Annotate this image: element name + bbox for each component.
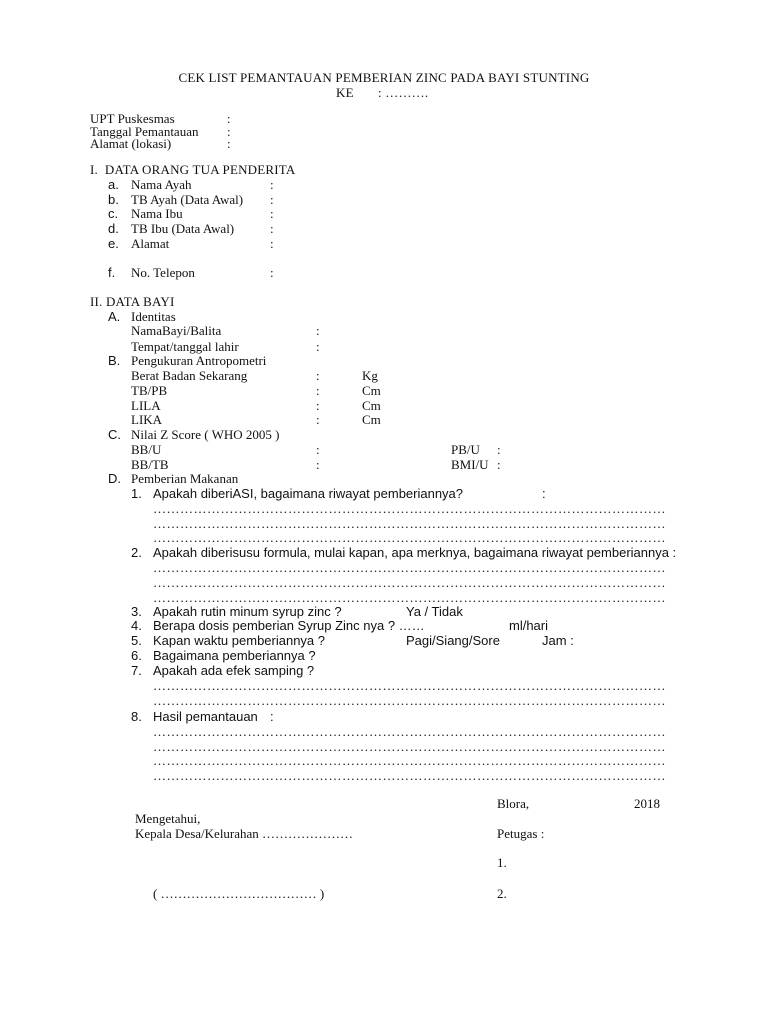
question-text: Hasil pemantauan [153,709,258,724]
field-colon: : [316,383,320,398]
kepala-desa-label: Kepala Desa/Kelurahan ………………… [135,826,354,841]
question-text: Apakah ada efek samping ? [153,663,315,678]
row-label: PB/U [451,442,480,457]
sub-letter: A. [108,309,121,324]
field-label-puskesmas: UPT Puskesmas [90,111,175,126]
unit-label: Cm [362,383,381,398]
list-letter: e. [108,236,119,251]
list-item-label: Nama Ayah [131,177,192,192]
list-letter: d. [108,221,119,236]
field-colon: : [497,457,501,472]
row-label: NamaBayi/Balita [131,323,222,338]
answer-option: Ya / Tidak [406,604,463,619]
answer-line: …………………………………………………………………………………………………… [153,739,666,754]
sub-letter: D. [108,471,121,486]
petugas-label: Petugas : [497,826,545,841]
unit-label: Cm [362,398,381,413]
question-text: Apakah diberisusu formula, mulai kapan, apa merknya, bagaimana riwayat pemberiannya : [153,545,677,560]
field-colon: : [227,124,231,139]
field-colon: : [316,323,320,338]
sub-title-makanan: Pemberian Makanan [131,471,239,486]
answer-line: …………………………………………………………………………………………………… [153,575,666,590]
list-letter: c. [108,206,119,221]
row-label: LILA [131,398,161,413]
answer-line: …………………………………………………………………………………………………… [153,560,666,575]
sub-title-zscore: Nilai Z Score ( WHO 2005 ) [131,427,280,442]
place-label: Blora, [497,796,530,811]
page-title: CEK LIST PEMANTAUAN PEMBERIAN ZINC PADA BAYI STUNTING [178,70,590,85]
answer-line: …………………………………………………………………………………………………… [153,693,666,708]
question-text: Kapan waktu pemberiannya ? [153,633,326,648]
visit-number-label: KE [336,85,354,100]
question-text: Berapa dosis pemberian Syrup Zinc nya ? …… [153,618,425,633]
answer-line: …………………………………………………………………………………………………… [153,530,666,545]
list-item-label: TB Ayah (Data Awal) [131,192,244,207]
question-text: Bagaimana pemberiannya ? [153,648,316,663]
question-text: Apakah diberiASI, bagaimana riwayat pemberiannya? [153,486,464,501]
list-item-label: No. Telepon [131,265,195,280]
row-label: TB/PB [131,383,168,398]
field-colon: : [542,486,546,501]
question-number: 6. [131,648,142,663]
row-label: LIKA [131,412,163,427]
sub-letter: B. [108,353,121,368]
unit-label: ml/hari [509,618,549,633]
petugas-2: 2. [497,886,507,901]
field-colon: : [316,398,320,413]
unit-label: Kg [362,368,378,383]
row-label: BMI/U [451,457,489,472]
answer-line: …………………………………………………………………………………………………… [153,753,666,768]
field-colon: : [270,265,274,280]
list-letter: a. [108,177,119,192]
question-number: 8. [131,709,142,724]
list-letter: b. [108,192,119,207]
answer-line: …………………………………………………………………………………………………… [153,768,666,783]
signature-line: ( ……………………………… ) [153,886,325,901]
question-number: 3. [131,604,142,619]
question-number: 1. [131,486,142,501]
answer-line: …………………………………………………………………………………………………… [153,724,666,739]
visit-number-value: : ………. [378,85,429,100]
section-1-title: I. DATA ORANG TUA PENDERITA [90,162,296,177]
field-colon: : [316,457,320,472]
sub-title-pengukuran: Pengukuran Antropometri [131,353,267,368]
field-colon: : [227,136,231,151]
answer-line: …………………………………………………………………………………………………… [153,590,666,605]
question-number: 4. [131,618,142,633]
sub-letter: C. [108,427,121,442]
field-colon: : [316,339,320,354]
answer-line: …………………………………………………………………………………………………… [153,516,666,531]
row-label: Tempat/tanggal lahir [131,339,239,354]
field-label-alamat: Alamat (lokasi) [90,136,172,151]
field-colon: : [497,442,501,457]
question-text: Apakah rutin minum syrup zinc ? [153,604,342,619]
list-letter: f. [108,265,116,280]
petugas-1: 1. [497,855,507,870]
row-label: BB/TB [131,457,169,472]
question-number: 2. [131,545,142,560]
mengetahui-label: Mengetahui, [135,811,201,826]
row-label: BB/U [131,442,162,457]
field-colon: : [316,442,320,457]
question-number: 5. [131,633,142,648]
answer-line: …………………………………………………………………………………………………… [153,678,666,693]
question-number: 7. [131,663,142,678]
list-item-label: Alamat [131,236,170,251]
field-colon: : [270,192,274,207]
list-item-label: TB Ibu (Data Awal) [131,221,235,236]
sub-title-identitas: Identitas [131,309,176,324]
section-2-title: II. DATA BAYI [90,294,175,309]
year-label: 2018 [634,796,660,811]
answer-option: Pagi/Siang/Sore [406,633,500,648]
field-label-tanggal: Tanggal Pemantauan [90,124,199,139]
field-colon: : [270,206,274,221]
unit-label: Cm [362,412,381,427]
field-colon: : [270,709,274,724]
field-colon: : [270,177,274,192]
answer-line: …………………………………………………………………………………………………… [153,501,666,516]
field-colon: : [316,412,320,427]
list-item-label: Nama Ibu [131,206,183,221]
field-colon: : [270,236,274,251]
row-label: Berat Badan Sekarang [131,368,248,383]
field-colon: : [270,221,274,236]
field-colon: : [227,111,231,126]
time-label: Jam : [542,633,574,648]
field-colon: : [316,368,320,383]
